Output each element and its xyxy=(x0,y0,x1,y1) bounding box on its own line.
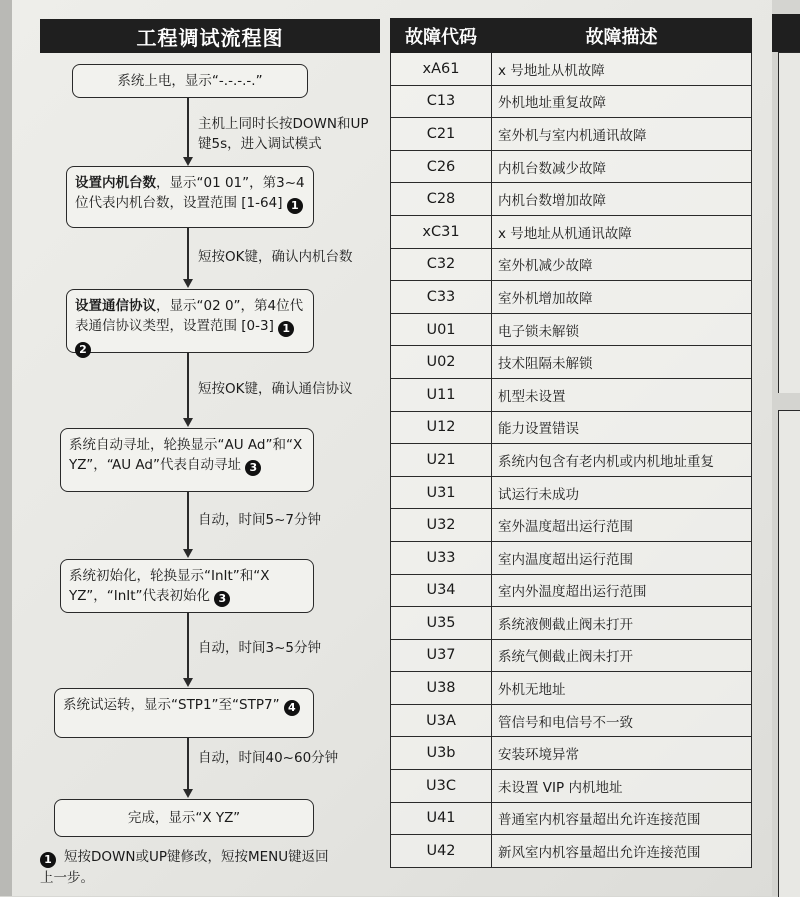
sheet-left-edge xyxy=(0,0,12,896)
fault-code-cell: U01 xyxy=(391,313,492,346)
fault-code-cell: U41 xyxy=(391,802,492,835)
flow-arrow-down-icon xyxy=(183,418,193,427)
flow-step-bold: 设置通信协议 xyxy=(75,298,156,314)
fault-code-cell: U3b xyxy=(391,737,492,770)
fault-code-cell: U42 xyxy=(391,835,492,868)
flow-step-text: 系统自动寻址，轮换显示“AU Ad”和“X YZ”，“AU Ad”代表自动寻址 xyxy=(69,437,303,473)
fault-description-cell: 室内外温度超出运行范围 xyxy=(492,574,752,607)
flow-step-power-on xyxy=(72,64,308,98)
table-row xyxy=(391,183,752,216)
fault-code-cell: U35 xyxy=(391,607,492,640)
fault-description-cell: 室外机增加故障 xyxy=(492,281,752,314)
fault-description-cell: 系统气侧截止阀未打开 xyxy=(492,639,752,672)
fault-code-cell: U21 xyxy=(391,444,492,477)
table-header-row xyxy=(391,19,752,53)
fault-code-cell: U34 xyxy=(391,574,492,607)
table-row xyxy=(391,541,752,574)
table-row xyxy=(391,509,752,542)
fault-description-cell: 电子锁未解锁 xyxy=(492,313,752,346)
flow-connector xyxy=(187,613,189,679)
table-row xyxy=(391,574,752,607)
table-row xyxy=(391,346,752,379)
flow-arrow-down-icon xyxy=(183,549,193,558)
flow-transition-note: 短按OK键，确认通信协议 xyxy=(198,381,353,397)
fault-description-cell: 内机台数增加故障 xyxy=(492,183,752,216)
fault-description-cell: 内机台数减少故障 xyxy=(492,150,752,183)
fault-code-cell: U31 xyxy=(391,476,492,509)
table-row xyxy=(391,607,752,640)
flow-connector xyxy=(187,228,189,280)
fault-code-cell: U3C xyxy=(391,770,492,803)
table-row xyxy=(391,476,752,509)
flow-step-text: 完成，显示“X YZ” xyxy=(127,810,241,826)
fault-description-cell: 未设置 VIP 内机地址 xyxy=(492,770,752,803)
table-row xyxy=(391,704,752,737)
table-row xyxy=(391,85,752,118)
flow-step-text: ，显示“02 0”，第4位代表通信协议类型，设置范围 [0-3] xyxy=(75,298,304,334)
note-badge-icon: 1 xyxy=(40,852,56,868)
table-row xyxy=(391,802,752,835)
adjacent-panel xyxy=(778,410,800,897)
table-row xyxy=(391,444,752,477)
fault-description-cell: 室内温度超出运行范围 xyxy=(492,541,752,574)
header-fault-description: 故障描述 xyxy=(492,19,752,53)
fault-description-cell: 外机地址重复故障 xyxy=(492,85,752,118)
table-row xyxy=(391,639,752,672)
flow-step-text: 系统试运转，显示“STP1”至“STP7” xyxy=(63,697,280,713)
fault-description-cell: 安装环境异常 xyxy=(492,737,752,770)
fault-description-cell: 系统液侧截止阀未打开 xyxy=(492,607,752,640)
table-row xyxy=(391,53,752,86)
fault-description-cell: x 号地址从机故障 xyxy=(492,53,752,86)
fault-description-cell: 机型未设置 xyxy=(492,378,752,411)
fault-code-cell: C32 xyxy=(391,248,492,281)
table-row xyxy=(391,248,752,281)
flow-connector xyxy=(187,353,189,419)
table-row xyxy=(391,378,752,411)
flow-step-indoor-count xyxy=(66,166,314,228)
table-row xyxy=(391,737,752,770)
flow-step-text: 系统初始化，轮换显示“InIt”和“X YZ”，“InIt”代表初始化 xyxy=(69,568,270,604)
adjacent-panel xyxy=(778,52,800,393)
table-row xyxy=(391,150,752,183)
fault-description-cell: 试运行未成功 xyxy=(492,476,752,509)
fault-code-cell: C13 xyxy=(391,85,492,118)
note-badge-icon: 3 xyxy=(245,460,261,476)
flow-step-bold: 设置内机台数 xyxy=(75,175,156,191)
table-row xyxy=(391,835,752,868)
table-row xyxy=(391,281,752,314)
fault-description-cell: 技术阻隔未解锁 xyxy=(492,346,752,379)
flow-connector xyxy=(187,98,189,158)
fault-code-cell: C26 xyxy=(391,150,492,183)
flow-arrow-down-icon xyxy=(183,157,193,166)
table-row xyxy=(391,215,752,248)
flow-step-text: ，显示“01 01”，第3~4位代表内机台数，设置范围 [1-64] xyxy=(75,175,305,211)
flowchart-title: 工程调试流程图 xyxy=(40,19,380,53)
note-badge-icon: 1 xyxy=(278,321,294,337)
flow-step-text: 系统上电，显示“-.-.-.-.” xyxy=(117,73,263,89)
fault-description-cell: 室外机减少故障 xyxy=(492,248,752,281)
note-badge-icon: 4 xyxy=(284,700,300,716)
table-row xyxy=(391,411,752,444)
fault-code-cell: U02 xyxy=(391,346,492,379)
fault-description-cell: 新风室内机容量超出允许连接范围 xyxy=(492,835,752,868)
fault-code-cell: U12 xyxy=(391,411,492,444)
fault-code-cell: U37 xyxy=(391,639,492,672)
flow-transition-note: 主机上同时长按DOWN和UP键5s，进入调试模式 xyxy=(198,116,369,152)
note-badge-icon: 2 xyxy=(75,342,91,358)
fault-code-cell: xA61 xyxy=(391,53,492,86)
table-row xyxy=(391,313,752,346)
fault-description-cell: 能力设置错误 xyxy=(492,411,752,444)
fault-code-table xyxy=(390,18,752,868)
flow-arrow-down-icon xyxy=(183,678,193,687)
fault-description-cell: 普通室内机容量超出允许连接范围 xyxy=(492,802,752,835)
fault-code-cell: U38 xyxy=(391,672,492,705)
flow-transition-note: 自动，时间40~60分钟 xyxy=(198,750,339,766)
fault-code-cell: U33 xyxy=(391,541,492,574)
fault-code-cell: xC31 xyxy=(391,215,492,248)
flow-step-trial-run xyxy=(54,688,314,738)
flow-step-auto-address xyxy=(60,428,314,492)
fault-code-cell: C33 xyxy=(391,281,492,314)
fault-description-cell: 外机无地址 xyxy=(492,672,752,705)
flow-arrow-down-icon xyxy=(183,789,193,798)
fault-description-cell: x 号地址从机通讯故障 xyxy=(492,215,752,248)
flow-transition-note: 自动，时间5~7分钟 xyxy=(198,512,321,528)
flow-arrow-down-icon xyxy=(183,279,193,288)
fault-code-cell: C28 xyxy=(391,183,492,216)
fault-description-cell: 管信号和电信号不一致 xyxy=(492,704,752,737)
note-badge-icon: 1 xyxy=(287,198,303,214)
table-row xyxy=(391,118,752,151)
adjacent-header-band xyxy=(772,14,800,52)
flow-step-initialize xyxy=(60,559,314,613)
fault-code-cell: U3A xyxy=(391,704,492,737)
header-fault-code: 故障代码 xyxy=(391,19,492,53)
flow-connector xyxy=(187,738,189,790)
flow-step-complete xyxy=(54,799,314,837)
fault-code-cell: C21 xyxy=(391,118,492,151)
flow-connector xyxy=(187,492,189,550)
footnote-text: 短按DOWN或UP键修改，短按MENU键返回上一步。 xyxy=(40,849,329,886)
adjacent-sheet-edge xyxy=(772,0,800,896)
footnote xyxy=(40,847,340,889)
flow-transition-note: 短按OK键，确认内机台数 xyxy=(198,249,353,265)
fault-description-cell: 系统内包含有老内机或内机地址重复 xyxy=(492,444,752,477)
flow-step-protocol xyxy=(66,289,314,356)
fault-code-cell: U11 xyxy=(391,378,492,411)
flow-transition-note: 自动，时间3~5分钟 xyxy=(198,640,321,656)
fault-code-cell: U32 xyxy=(391,509,492,542)
note-badge-icon: 3 xyxy=(214,591,230,607)
fault-description-cell: 室外机与室内机通讯故障 xyxy=(492,118,752,151)
table-row xyxy=(391,770,752,803)
table-row xyxy=(391,672,752,705)
fault-description-cell: 室外温度超出运行范围 xyxy=(492,509,752,542)
